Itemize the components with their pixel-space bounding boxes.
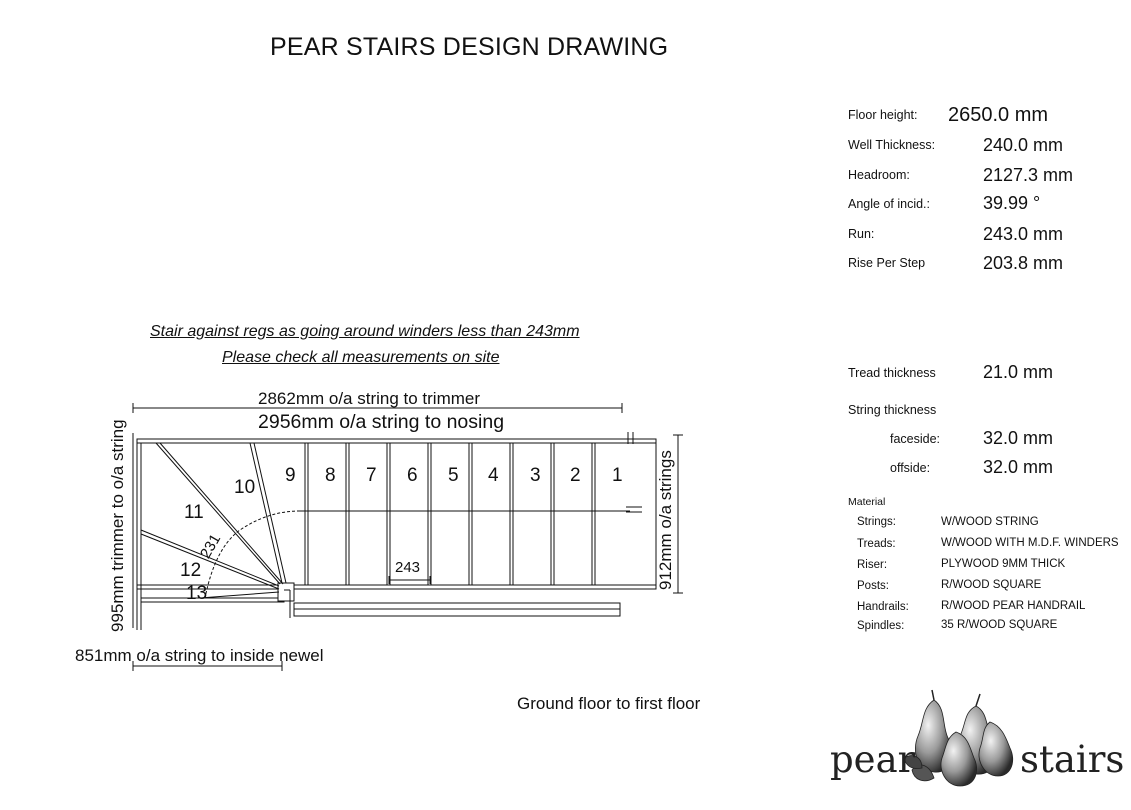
winder-risers bbox=[141, 443, 286, 598]
step-number: 1 bbox=[612, 465, 623, 486]
logo-word-stairs: stairs bbox=[1020, 738, 1125, 781]
material-label-treads: Treads: bbox=[857, 538, 896, 550]
offside-label: offside: bbox=[890, 461, 931, 475]
spec-label-rise: Rise Per Step bbox=[848, 256, 926, 270]
step-number: 9 bbox=[285, 465, 296, 486]
logo-word-pear: pear bbox=[830, 738, 916, 781]
string-thickness-label: String thickness bbox=[848, 403, 937, 417]
note-winders: Stair against regs as going around winders less than 243mm bbox=[150, 323, 580, 340]
step-number: 2 bbox=[570, 465, 581, 486]
step-number: 13 bbox=[186, 583, 208, 604]
material-label-handrails: Handrails: bbox=[857, 601, 909, 613]
step-number: 10 bbox=[234, 477, 256, 498]
dim-winder-going: 231 bbox=[197, 531, 225, 562]
step-number: 5 bbox=[448, 465, 459, 486]
material-value-spindles: 35 R/WOOD SQUARE bbox=[941, 619, 1058, 631]
dim-string-to-trimmer: 2862mm o/a string to trimmer bbox=[258, 389, 481, 408]
material-label-posts: Posts: bbox=[857, 580, 889, 592]
material-value-riser: PLYWOOD 9MM THICK bbox=[941, 558, 1066, 570]
material-label-spindles: Spindles: bbox=[857, 620, 905, 632]
step-number: 6 bbox=[407, 465, 418, 486]
spec-label-floor-height: Floor height: bbox=[848, 108, 918, 122]
note-check-site: Please check all measurements on site bbox=[222, 349, 500, 366]
offside-value: 32.0 mm bbox=[983, 457, 1054, 477]
spec-value-floor-height: 2650.0 mm bbox=[948, 104, 1049, 126]
step-number: 11 bbox=[184, 502, 204, 523]
spec-value-run: 243.0 mm bbox=[983, 224, 1064, 244]
newel-post bbox=[278, 583, 294, 601]
tread-thickness-label: Tread thickness bbox=[848, 366, 936, 380]
spec-label-well-thickness: Well Thickness: bbox=[848, 138, 936, 152]
step-number: 8 bbox=[325, 465, 336, 486]
spec-label-headroom: Headroom: bbox=[848, 168, 910, 182]
spec-value-well-thickness: 240.0 mm bbox=[983, 135, 1064, 155]
faceside-value: 32.0 mm bbox=[983, 428, 1054, 448]
material-value-posts: R/WOOD SQUARE bbox=[941, 579, 1042, 591]
top-string bbox=[137, 439, 656, 443]
faceside-label: faceside: bbox=[890, 432, 941, 446]
spec-value-headroom: 2127.3 mm bbox=[983, 165, 1074, 185]
dim-string-to-newel: 851mm o/a string to inside newel bbox=[75, 646, 324, 665]
material-value-treads: W/WOOD WITH M.D.F. WINDERS bbox=[941, 537, 1119, 549]
drawing-title: PEAR STAIRS DESIGN DRAWING bbox=[270, 33, 669, 61]
step-number: 3 bbox=[530, 465, 541, 486]
dim-tread-going: 243 bbox=[395, 559, 421, 576]
step-number: 4 bbox=[488, 465, 499, 486]
material-value-handrails: R/WOOD PEAR HANDRAIL bbox=[941, 600, 1086, 612]
bottom-string-straight bbox=[137, 585, 656, 589]
drawing-caption: Ground floor to first floor bbox=[517, 694, 701, 713]
tread-thickness-value: 21.0 mm bbox=[983, 362, 1054, 382]
step-number: 12 bbox=[180, 560, 202, 581]
material-label-riser: Riser: bbox=[857, 559, 888, 571]
spec-label-angle: Angle of incid.: bbox=[848, 197, 930, 211]
spec-label-run: Run: bbox=[848, 227, 875, 241]
spec-value-rise: 203.8 mm bbox=[983, 253, 1064, 273]
step-number: 7 bbox=[366, 465, 377, 486]
material-value-strings: W/WOOD STRING bbox=[941, 516, 1039, 528]
materials-heading: Material bbox=[848, 496, 886, 508]
dim-trimmer-to-string: 995mm trimmer to o/a string bbox=[108, 419, 127, 632]
material-label-strings: Strings: bbox=[857, 516, 896, 528]
spec-value-angle: 39.99 ° bbox=[983, 193, 1041, 213]
bottom-string-winder bbox=[141, 598, 284, 602]
dim-string-to-nosing: 2956mm o/a string to nosing bbox=[258, 411, 505, 433]
dim-oa-strings: 912mm o/a strings bbox=[656, 450, 675, 590]
